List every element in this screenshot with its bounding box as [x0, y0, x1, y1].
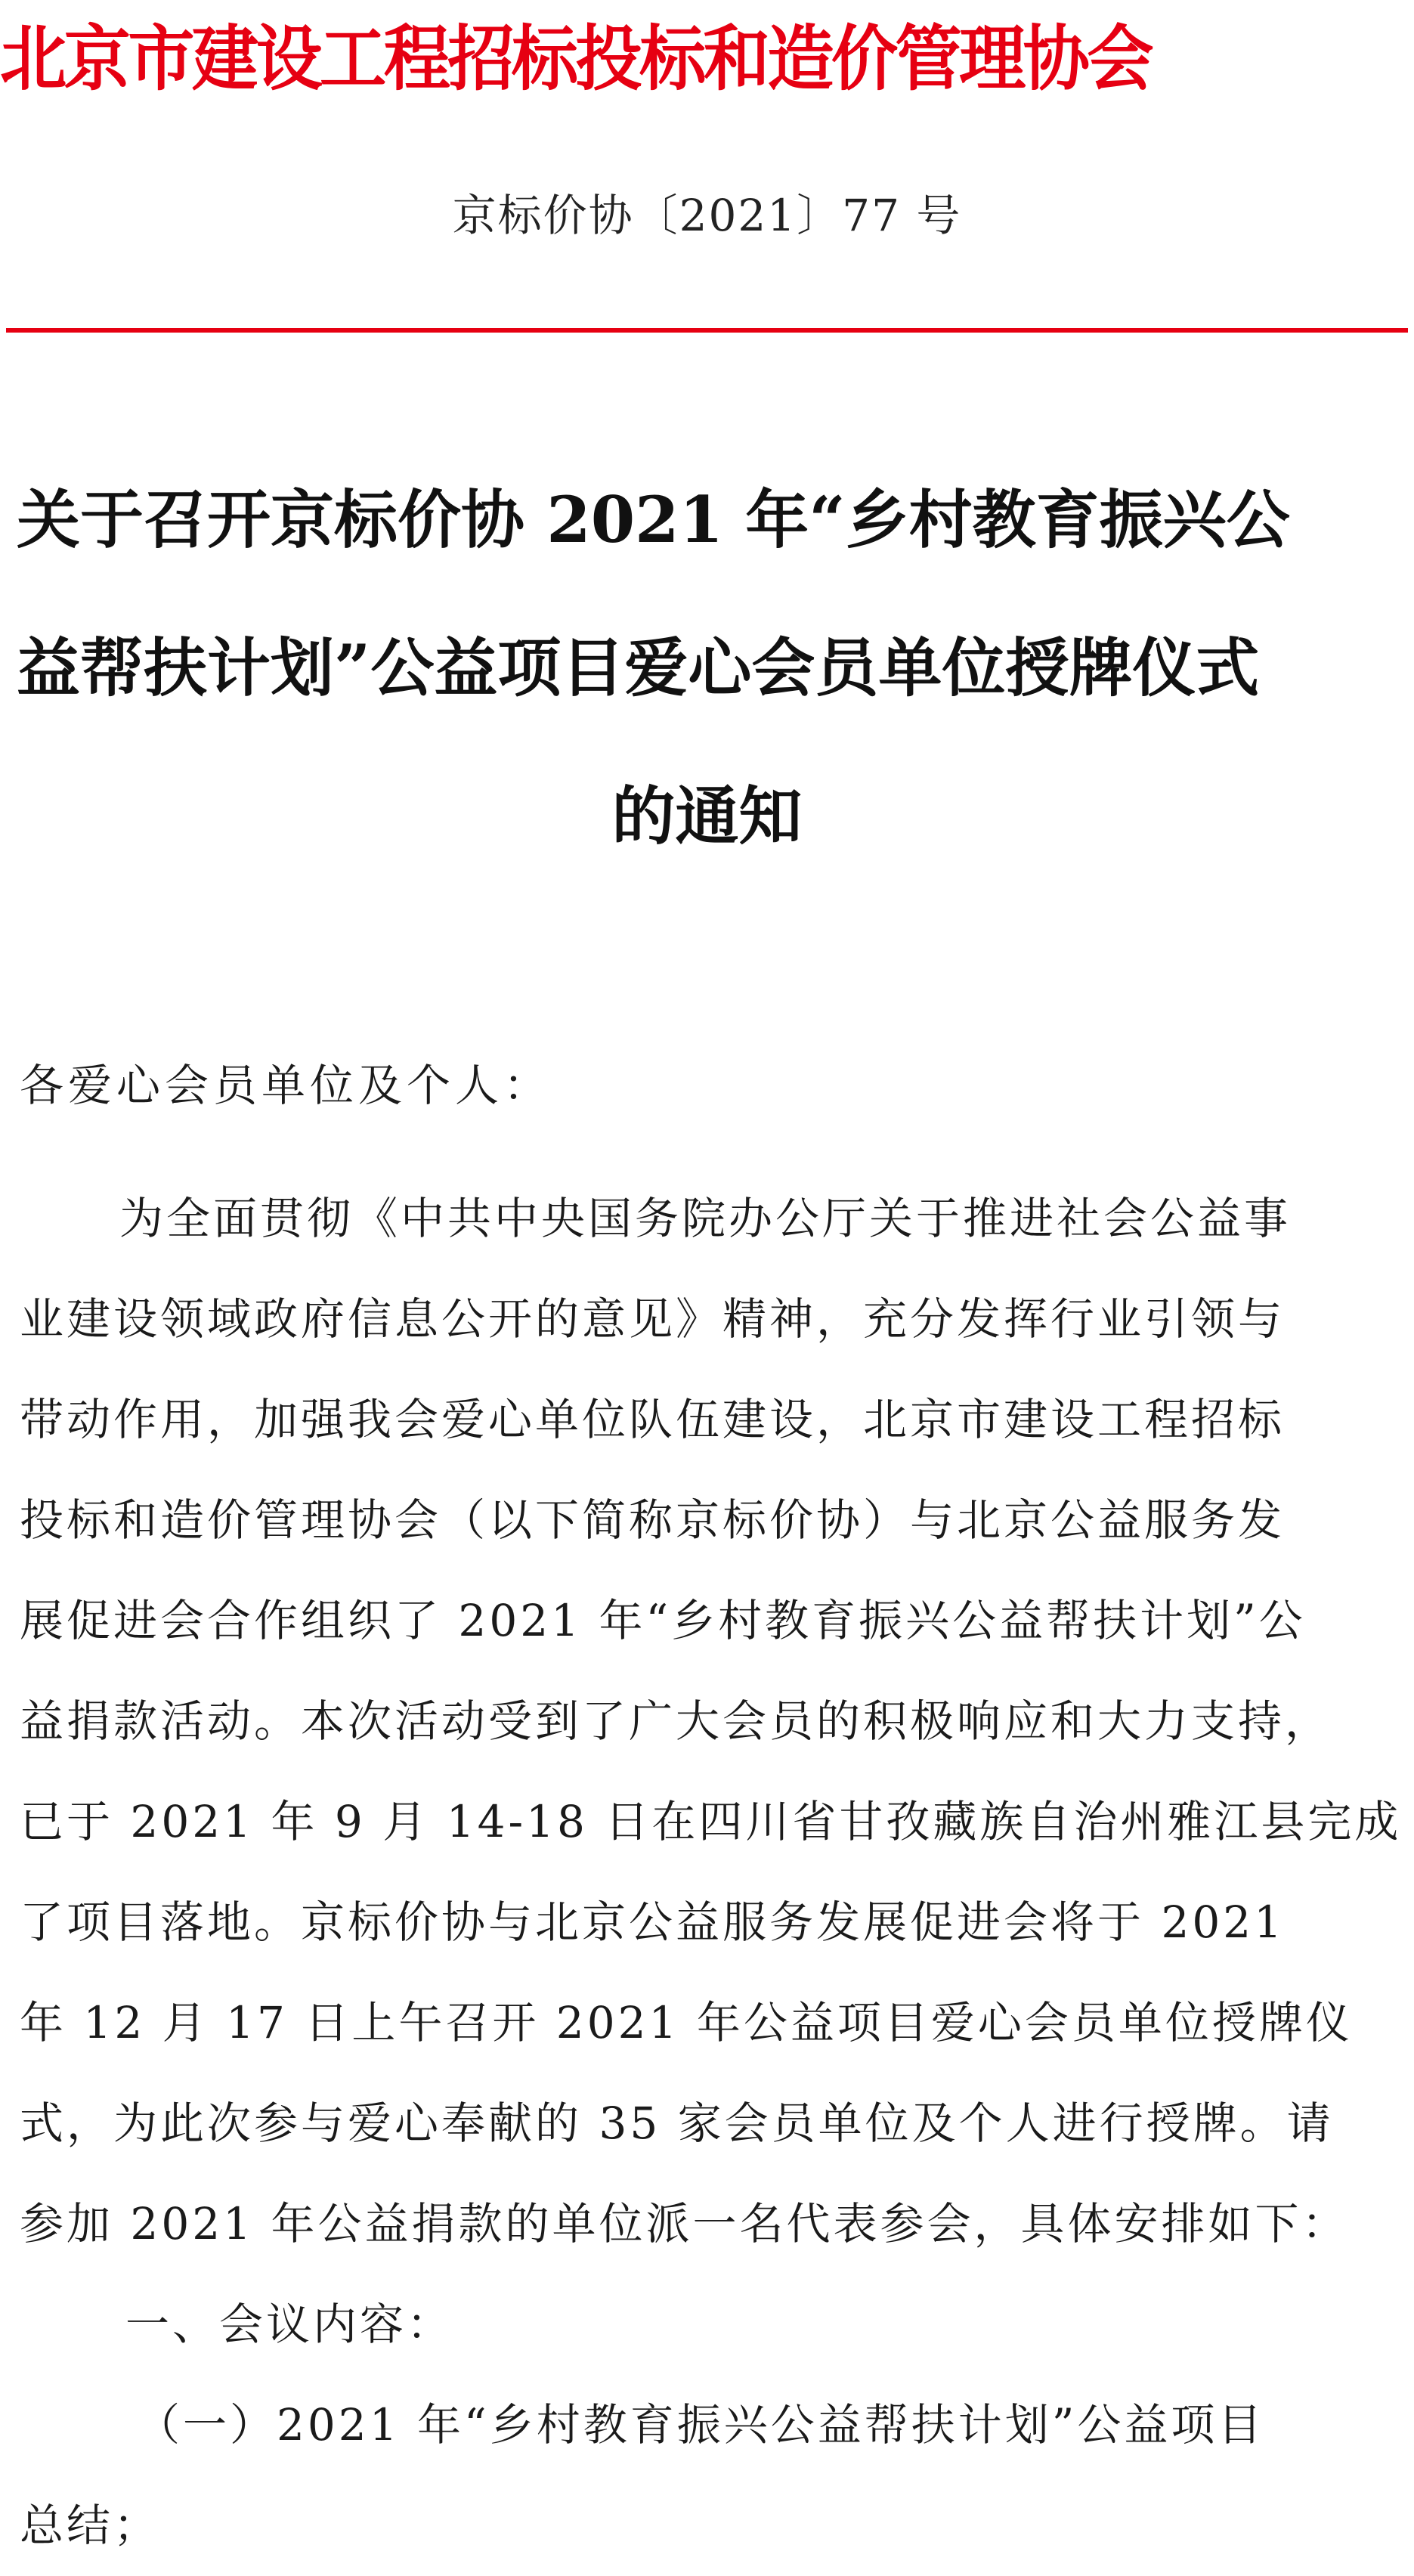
body-line: 参加 2021 年公益捐款的单位派一名代表参会，具体安排如下：: [20, 2198, 1349, 2249]
title-line: 关于召开京标价协 2021 年“乡村教育振兴公: [17, 482, 1290, 557]
body-line: 已于 2021 年 9 月 14-18 日在四川省甘孜藏族自治州雅江县完成: [20, 1796, 1402, 1847]
title-line: 的通知: [611, 779, 803, 853]
body-line: 益捐款活动。本次活动受到了广大会员的积极响应和大力支持，: [20, 1695, 1332, 1747]
document-body: [20, 1169, 1403, 2576]
body-line: 年 12 月 17 日上午召开 2021 年公益项目爱心会员单位授牌仪: [20, 1997, 1353, 2048]
agenda-item-line: （一）2021 年“乡村教育振兴公益帮扶计划”公益项目: [136, 2399, 1265, 2451]
title-line: 益帮扶计划”公益项目爱心会员单位授牌仪式: [17, 630, 1260, 705]
body-line: 投标和造价管理协会（以下简称京标价协）与北京公益服务发: [20, 1494, 1286, 1546]
agenda-item-line: 总结；: [20, 2500, 161, 2551]
document-number: 京标价协〔2021〕77 号: [452, 190, 962, 241]
document-title: [0, 446, 1414, 890]
body-line: 了项目落地。京标价协与北京公益服务发展促进会将于 2021: [20, 1896, 1286, 1948]
section-heading: 一、会议内容：: [125, 2299, 454, 2350]
body-line: 展促进会合作组织了 2021 年“乡村教育振兴公益帮扶计划”公: [20, 1595, 1306, 1646]
header-divider: [6, 328, 1408, 333]
body-line: 为全面贯彻《中共中央国务院办公厅关于推进社会公益事: [119, 1193, 1292, 1244]
body-line: 带动作用，加强我会爱心单位队伍建设，北京市建设工程招标: [20, 1394, 1286, 1445]
body-line: 业建设领域政府信息公开的意见》精神，充分发挥行业引领与: [20, 1293, 1286, 1345]
salutation: 各爱心会员单位及个人：: [20, 1060, 552, 1111]
body-line: 式，为此次参与爱心奉献的 35 家会员单位及个人进行授牌。请: [20, 2098, 1334, 2149]
organization-header: 北京市建设工程招标投标和造价管理协会: [0, 17, 1151, 101]
